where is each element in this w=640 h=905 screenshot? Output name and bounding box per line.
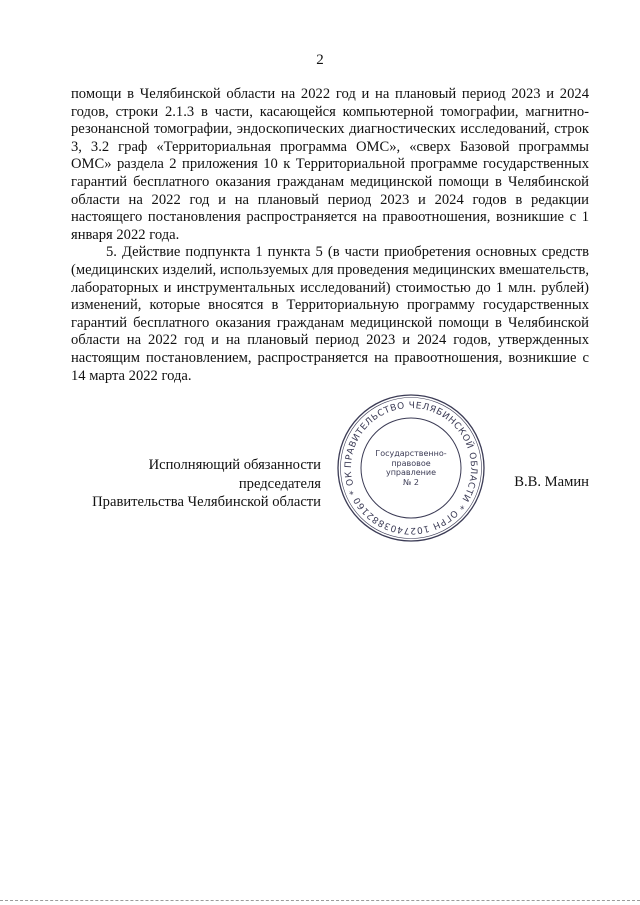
stamp-inner-text — [335, 392, 487, 544]
paragraph-continuation: помощи в Челябинской области на 2022 год и на плановый период 2023 и 2024 годов, строки 2.1.3 в части, касающейся компьютерной томографии, магнитно-резонансной томографии, эндоскопических диагностических исследований, строк 3, 3.2 граф «Территориальная программа ОМС», «сверх Базовой программы ОМС» раздела 2 приложения 10 к Территориальной программе государственных гарантий бесплатного оказания гражданам медицинской помощи в Челябинской области на 2022 год и на плановый период 2023 и 2024 годов в редакции настоящего постановления распространяется на правоотношения, возникшие с 1 января 2022 года. — [71, 86, 589, 243]
signature-block — [71, 456, 589, 511]
official-stamp — [335, 392, 487, 544]
stamp-inner-line-4: № 2 — [403, 477, 419, 487]
paragraph-item-5: 5. Действие подпункта 1 пункта 5 (в части приобретения основных средств (медицинских изделий, используемых для проведения медицинских вмешательств, лабораторных и инструментальных исследований) стоимостью до 1 млн. рублей) изменений, которые вносятся в Территориальную программу государственных гарантий бесплатного оказания гражданам медицинской помощи в Челябинской области на 2022 год и на плановый период 2023 и 2024 годов, утвержденных настоящим постановлением, распространяется на правоотношения, возникшие с 14 марта 2022 года. — [71, 244, 589, 384]
signatory-title — [71, 456, 321, 512]
signatory-title-line-2: Правительства Челябинской области — [92, 494, 321, 511]
stamp-outer-text: ПРАВИТЕЛЬСТВО ЧЕЛЯБИНСКОЙ ОБЛАСТИ * ОГРН 1027403882160 * ОК — [343, 400, 479, 536]
signatory-name: В.В. Мамин — [514, 474, 589, 490]
page-number: 2 — [316, 52, 324, 68]
stamp-inner-line-1: Государственно- — [375, 449, 447, 458]
document-body — [71, 86, 589, 385]
scan-bottom-edge — [0, 900, 640, 901]
stamp-inner-line-3: управление — [385, 468, 437, 477]
stamp-inner-line-2: правовое — [391, 458, 431, 468]
signatory-title-line-1: Исполняющий обязанности председателя — [148, 457, 321, 492]
